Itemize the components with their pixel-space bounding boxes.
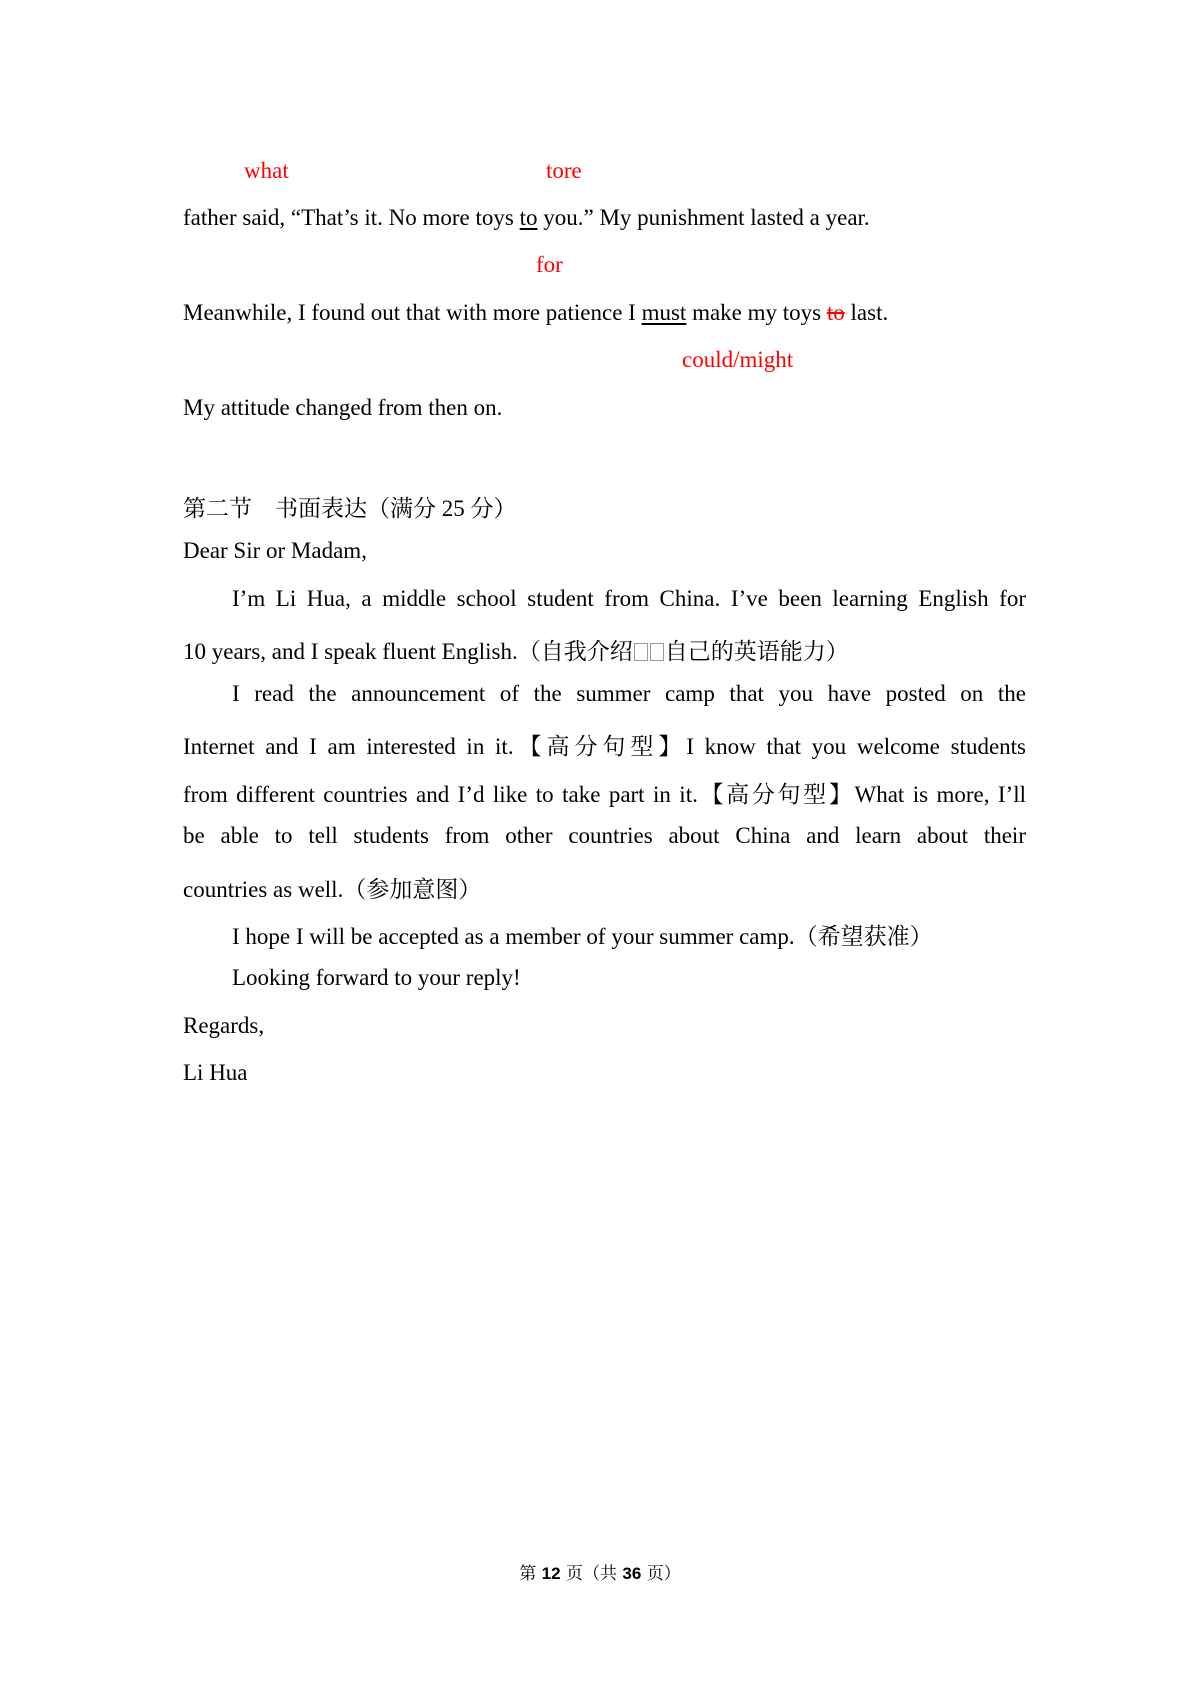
correction-line-3: My attitude changed from then on. [183, 395, 503, 420]
letter-paragraph-2-line-3: from different countries and I’d like to take part in it.【高分句型】What is more, I’ll [183, 782, 1026, 807]
correction-line-2 [183, 300, 888, 326]
letter-paragraph-2-line-5: countries as well.（参加意图） [183, 877, 482, 902]
text-segment: last. [844, 300, 889, 325]
section-title: 第二节 书面表达（满分 25 分） [183, 496, 517, 521]
text-segment: 10 years, and I speak fluent English.（自我介绍 [183, 639, 633, 664]
letter-closing: Regards, [183, 1013, 265, 1038]
page-footer [0, 1559, 1200, 1584]
letter-paragraph-4: Looking forward to your reply! [232, 965, 521, 990]
text-segment: father said, “That’s it. No more toys [183, 205, 520, 230]
letter-paragraph-1-line-1: I’m Li Hua, a middle school student from China. I’ve been learning English for [232, 586, 1026, 611]
letter-paragraph-3: I hope I will be accepted as a member of your summer camp.（希望获准） [232, 924, 933, 949]
underlined-word: must [641, 300, 687, 325]
text-segment: 自己的英语能力） [664, 639, 849, 664]
missing-glyph-box [634, 643, 648, 661]
missing-glyph-box [650, 643, 664, 661]
text-segment: you.” My punishment lasted a year. [537, 205, 870, 230]
annotation-what: what [244, 158, 289, 183]
letter-paragraph-2-line-2: Internet and I am interested in it.【高分句型】I know that you welcome students [183, 734, 1026, 759]
footer-middle: 页（共 [560, 1564, 623, 1584]
annotation-could-might: could/might [682, 347, 794, 372]
current-page-number: 12 [541, 1564, 561, 1583]
footer-suffix: 页） [641, 1564, 681, 1584]
letter-signature: Li Hua [183, 1060, 248, 1085]
footer-prefix: 第 [519, 1564, 542, 1584]
correction-line-1 [183, 205, 870, 231]
text-segment: Meanwhile, I found out that with more patience I [183, 300, 642, 325]
total-page-count: 36 [622, 1564, 642, 1583]
struck-word: to [826, 300, 845, 325]
letter-greeting: Dear Sir or Madam, [183, 538, 367, 563]
annotation-tore: tore [546, 158, 582, 183]
underlined-word: to [519, 205, 538, 230]
annotation-for: for [536, 252, 563, 277]
letter-paragraph-1-line-2 [183, 633, 849, 666]
letter-paragraph-2-line-1: I read the announcement of the summer camp that you have posted on the [232, 681, 1026, 706]
letter-paragraph-2-line-4: be able to tell students from other countries about China and learn about their [183, 823, 1026, 848]
text-segment: make my toys [686, 300, 827, 325]
